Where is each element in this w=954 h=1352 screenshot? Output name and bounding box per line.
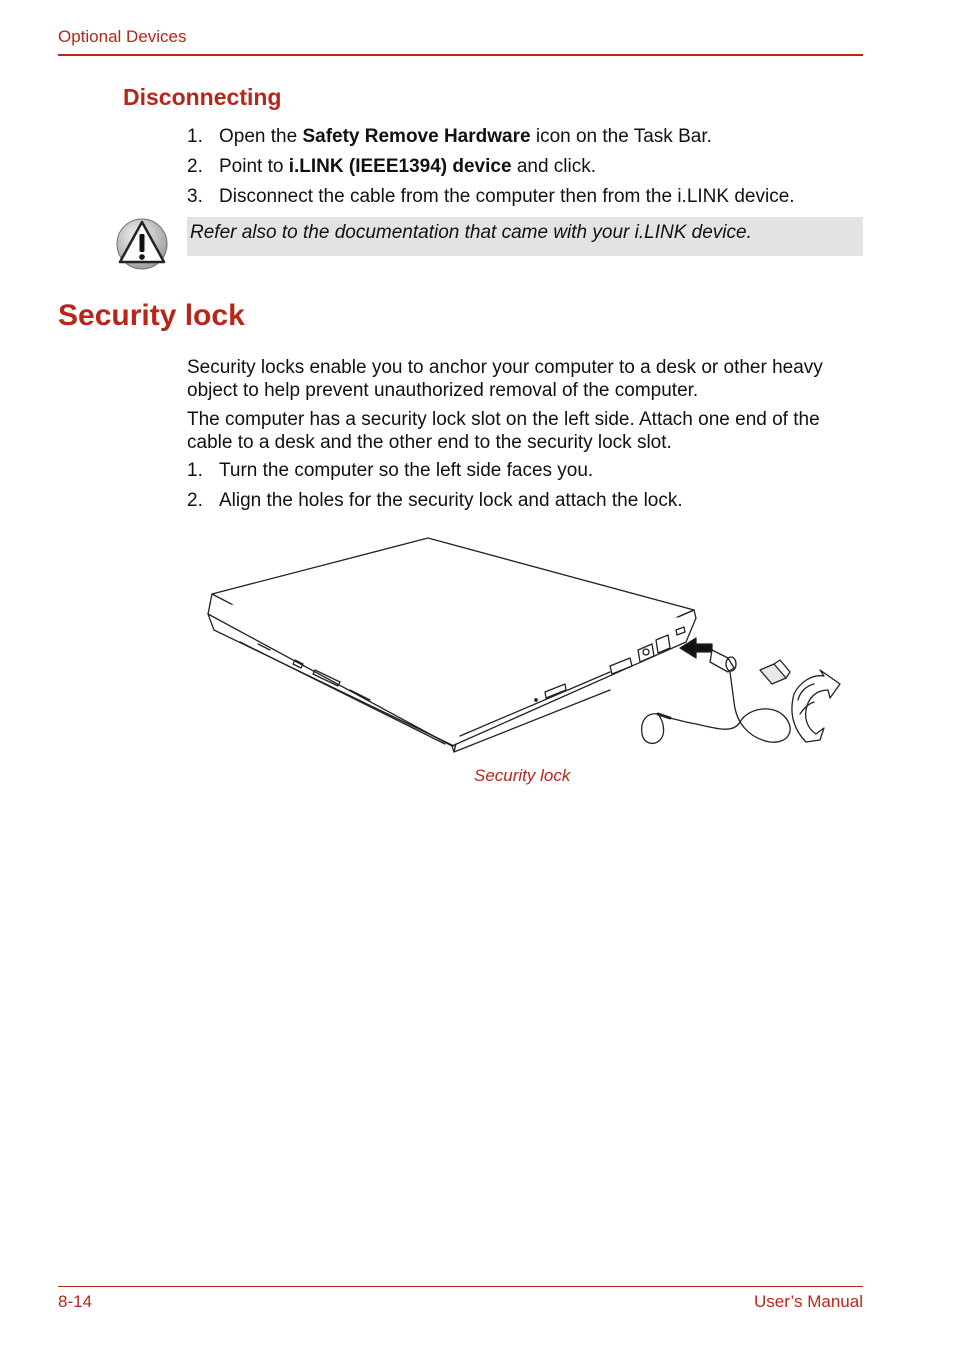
figure-caption: Security lock — [474, 766, 571, 785]
list-item — [187, 486, 867, 516]
security-slot-paragraph: The computer has a security lock slot on the left side. Attach one end of the cable to a desk and the other end to the security lock slot. — [187, 409, 820, 453]
list-item — [187, 182, 867, 212]
header-divider — [58, 54, 863, 56]
note-box — [187, 217, 863, 256]
list-item — [187, 456, 867, 486]
manual-title: User’s Manual — [754, 1292, 863, 1311]
step-number: 2. — [187, 156, 203, 177]
step-number: 2. — [187, 490, 203, 511]
security-intro-paragraph: Security locks enable you to anchor your computer to a desk or other heavy object to help prevent unauthorized removal of the computer. — [187, 357, 823, 401]
note-text: Refer also to the documentation that came with your i.LINK device. — [190, 222, 752, 243]
section-heading-security-lock: Security lock — [58, 299, 245, 332]
running-header: Optional Devices — [58, 27, 187, 46]
section-heading-disconnecting: Disconnecting — [123, 84, 282, 110]
step-text: Turn the computer so the left side faces you. — [219, 460, 594, 481]
list-item — [187, 152, 867, 182]
step-number: 1. — [187, 126, 203, 147]
step-text: Open the — [219, 126, 303, 147]
step-text: Point to — [219, 156, 289, 177]
page-number: 8-14 — [58, 1292, 93, 1311]
step-bold-text: Safety Remove Hardware — [302, 126, 531, 147]
step-number: 3. — [187, 186, 203, 207]
step-bold-text: i.LINK (IEEE1394) device — [288, 156, 512, 177]
step-text: icon on the Task Bar. — [530, 126, 712, 147]
step-text: Align the holes for the security lock and attach the lock. — [219, 490, 683, 511]
warning-triangle-icon — [115, 216, 169, 270]
step-number: 1. — [187, 460, 203, 481]
step-text: Disconnect the cable from the computer then from the i.LINK device. — [219, 186, 795, 207]
list-item — [187, 122, 867, 152]
step-text: and click. — [511, 156, 597, 177]
security-steps-list — [187, 456, 867, 516]
footer-divider — [58, 1286, 863, 1287]
disconnect-steps-list — [187, 122, 867, 212]
laptop-security-lock-illustration — [200, 532, 850, 762]
